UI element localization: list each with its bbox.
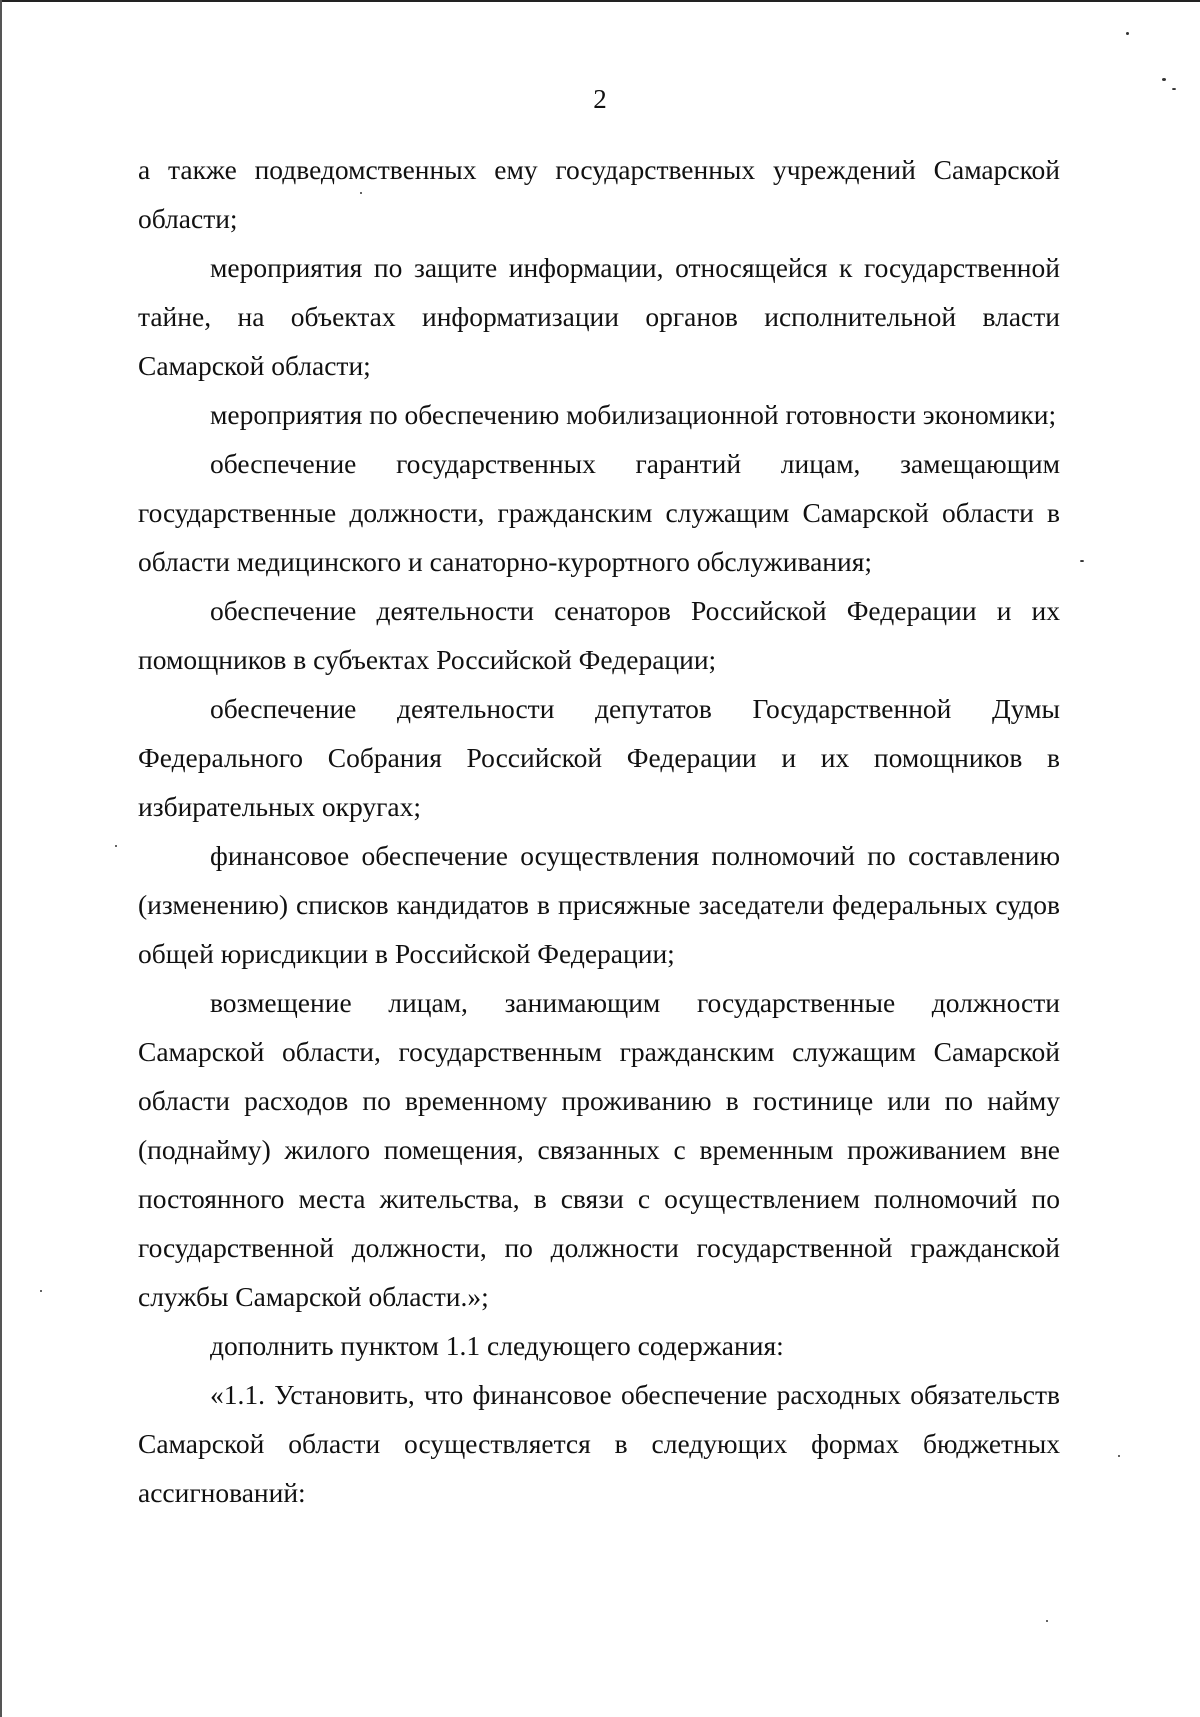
paragraph-7: финансовое обеспечение осуществления полномочий по составлению (изменению) списков кандидатов в присяжные заседатели федеральных судов общей юрисдикции в Российской Федерации; xyxy=(138,840,1060,969)
scan-speck xyxy=(1046,1620,1048,1622)
scan-speck xyxy=(1172,88,1176,90)
scan-speck xyxy=(1118,1455,1120,1457)
paragraph-8: возмещение лицам, занимающим государственные должности Самарской области, государственным гражданским служащим Самарской области расходов по временному проживанию в гостинице или по найму (поднайму) жилого помещения, связанных с временным проживанием вне постоянного места жительства, в связи с осуществлением полномочий по государственной должности, по должности государственной гражданской службы Самарской области.»; xyxy=(138,987,1060,1312)
paragraph-1: а также подведомственных ему государственных учреждений Самарской области; xyxy=(138,154,1060,234)
paragraph-2: мероприятия по защите информации, относящейся к государственной тайне, на объектах информатизации органов исполнительной власти Самарской области; xyxy=(138,252,1060,381)
paragraph-9: дополнить пунктом 1.1 следующего содержания: xyxy=(210,1330,784,1361)
paragraph-3: мероприятия по обеспечению мобилизационной готовности экономики; xyxy=(210,399,1057,430)
document-body xyxy=(138,145,1060,1517)
paragraph-10: «1.1. Установить, что финансовое обеспечение расходных обязательств Самарской области осуществляется в следующих формах бюджетных ассигнований: xyxy=(138,1379,1060,1508)
paragraph-6: обеспечение деятельности депутатов Государственной Думы Федерального Собрания Российской Федерации и их помощников в избирательных округах; xyxy=(138,693,1060,822)
paragraph-4: обеспечение государственных гарантий лицам, замещающим государственные должности, гражданским служащим Самарской области в области медицинского и санаторно-курортного обслуживания; xyxy=(138,448,1060,577)
scan-speck xyxy=(1162,78,1166,81)
scan-edge-top xyxy=(0,0,1200,2)
scan-speck xyxy=(1126,32,1129,35)
scan-speck xyxy=(360,192,362,194)
scan-speck xyxy=(40,1290,42,1292)
page-number: 2 xyxy=(593,84,607,114)
paragraph-5: обеспечение деятельности сенаторов Российской Федерации и их помощников в субъектах Российской Федерации; xyxy=(138,595,1060,675)
scan-speck xyxy=(115,845,117,847)
scan-speck xyxy=(1080,560,1084,562)
scan-edge-left xyxy=(0,0,2,1717)
